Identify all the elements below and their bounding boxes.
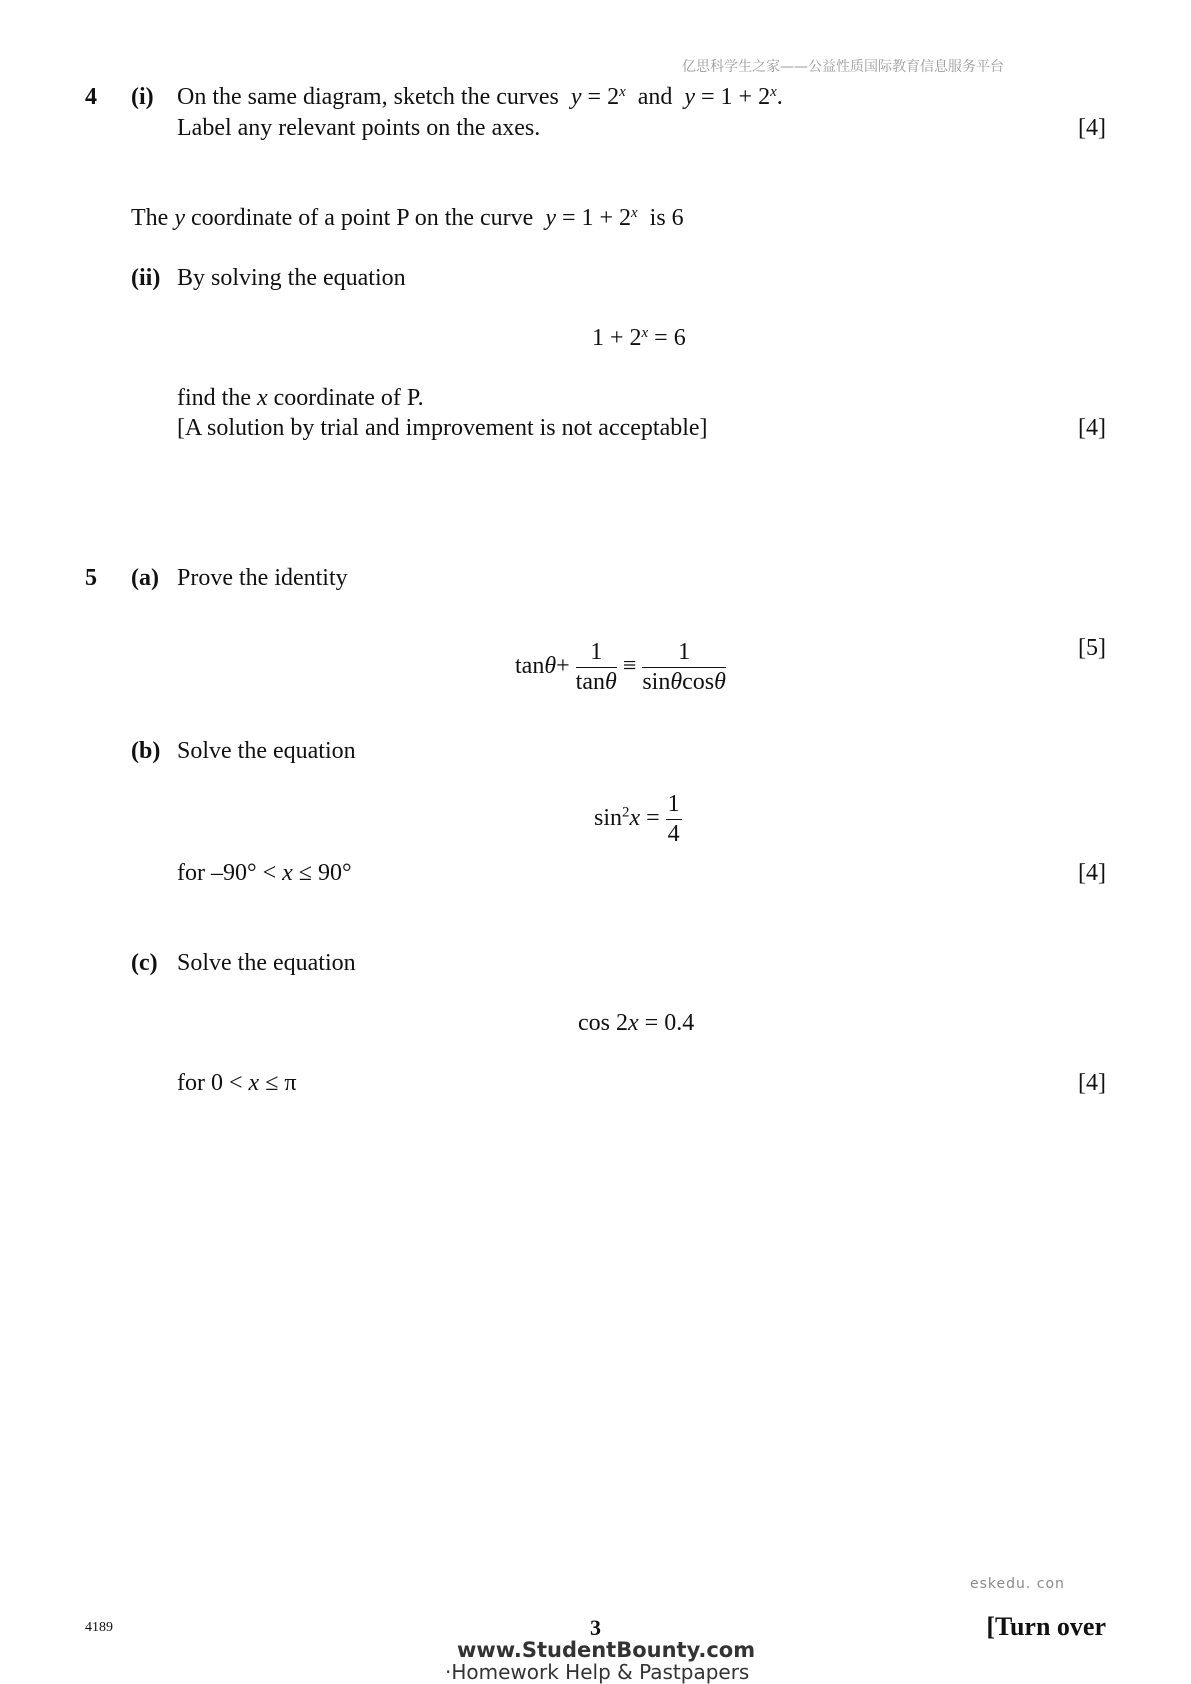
q5-part-c-marks: [4] bbox=[1078, 1070, 1106, 1096]
q4-intro-eq-rel: = 1 + 2 bbox=[555, 205, 632, 231]
identity-tan: tan bbox=[515, 652, 545, 679]
q5-c-range-var: x bbox=[248, 1070, 260, 1096]
q4-i-eq2-lhs: y bbox=[684, 84, 695, 110]
q4-i-eq2-end: . bbox=[776, 84, 783, 110]
q4-i-and: and bbox=[637, 84, 673, 110]
identity-frac1-den bbox=[576, 668, 617, 697]
q5-part-b-label: (b) bbox=[131, 738, 161, 764]
q5-c-range bbox=[177, 1070, 296, 1097]
identity-equiv: ≡ bbox=[622, 652, 637, 679]
q5-b-range-a: for –90° < bbox=[177, 860, 283, 886]
q5-b-square: 2 bbox=[622, 804, 630, 821]
q5-c-eq-a: cos 2 bbox=[578, 1010, 628, 1036]
q4-part-ii-text: By solving the equation bbox=[177, 265, 406, 291]
q4-part-ii-marks: [4] bbox=[1078, 415, 1106, 441]
q5-c-range-b: ≤ π bbox=[259, 1070, 297, 1096]
turn-over-label: [Turn over bbox=[986, 1612, 1106, 1641]
studentbounty-tagline: ·Homework Help & Pastpapers bbox=[445, 1660, 750, 1684]
q5-part-a-text: Prove the identity bbox=[177, 565, 348, 591]
identity-frac1-theta: θ bbox=[605, 668, 617, 695]
q5-c-equation bbox=[578, 1010, 694, 1037]
q5-part-a-marks: [5] bbox=[1078, 635, 1106, 661]
identity-frac2-theta-2: θ bbox=[714, 668, 726, 695]
q4-ii-find bbox=[177, 385, 424, 412]
identity-frac2-den bbox=[642, 668, 726, 697]
identity-frac1-num: 1 bbox=[576, 638, 617, 668]
identity-sin: sin bbox=[642, 668, 671, 695]
identity-frac2-theta-1: θ bbox=[670, 668, 683, 695]
q4-ii-equation bbox=[592, 325, 686, 352]
site-watermark-bottom: eskedu. con bbox=[970, 1576, 1065, 1592]
identity-theta: θ bbox=[544, 652, 557, 679]
identity-cos: cos bbox=[682, 668, 715, 695]
q4-ii-find-var: x bbox=[256, 385, 268, 411]
q4-ii-note: [A solution by trial and improvement is not acceptable] bbox=[177, 415, 708, 441]
q4-part-i-line1 bbox=[177, 84, 783, 111]
q4-i-eq1-lhs: y bbox=[570, 84, 582, 110]
q5-b-equals: = bbox=[640, 804, 666, 831]
q5-b-frac-num: 1 bbox=[666, 790, 682, 820]
q4-part-i-marks: [4] bbox=[1078, 115, 1106, 141]
q5-b-fraction bbox=[666, 790, 682, 849]
q4-part-ii-label: (ii) bbox=[131, 265, 161, 291]
question-5-number: 5 bbox=[85, 565, 97, 591]
q5-c-eq-var: x bbox=[628, 1010, 639, 1036]
q4-intro-eq-lhs: y bbox=[545, 205, 556, 231]
q4-intro-text-b: coordinate of a point P on the curve bbox=[190, 205, 534, 231]
identity-fraction-1 bbox=[576, 638, 617, 697]
q5-b-range-var: x bbox=[282, 860, 293, 886]
studentbounty-url: www.StudentBounty.com bbox=[457, 1638, 756, 1662]
q5-part-c-label: (c) bbox=[131, 950, 158, 976]
page-number: 3 bbox=[590, 1615, 601, 1640]
q4-part-i-label: (i) bbox=[131, 84, 154, 110]
q5-c-eq-b: = 0.4 bbox=[638, 1010, 695, 1036]
q5-part-b-marks: [4] bbox=[1078, 860, 1106, 886]
q5-b-range-b: ≤ 90° bbox=[292, 860, 352, 886]
q4-ii-eq-right: = 6 bbox=[648, 325, 686, 351]
q4-ii-find-a: find the bbox=[177, 385, 251, 411]
q5-b-frac-den: 4 bbox=[667, 820, 680, 847]
q4-part-i-line2: Label any relevant points on the axes. bbox=[177, 115, 541, 141]
q4-i-eq1-rel: = 2 bbox=[581, 84, 620, 110]
q4-ii-eq-left: 1 + 2 bbox=[592, 325, 642, 351]
q5-part-a-label: (a) bbox=[131, 565, 159, 591]
q5-b-var: x bbox=[629, 804, 641, 831]
q5-part-c-text: Solve the equation bbox=[177, 950, 356, 976]
identity-frac2-num: 1 bbox=[642, 638, 726, 668]
q5-part-b-text: Solve the equation bbox=[177, 738, 356, 764]
q4-i-eq2-rel: = 1 + 2 bbox=[695, 84, 771, 110]
question-4-number: 4 bbox=[85, 84, 97, 110]
q5-c-range-a: for 0 < bbox=[177, 1070, 249, 1096]
paper-code: 4189 bbox=[85, 1620, 113, 1635]
identity-fraction-2 bbox=[642, 638, 726, 697]
q5-b-range bbox=[177, 860, 352, 887]
q4-intro-text-c: is 6 bbox=[649, 205, 684, 231]
q4-intro-text-a: The bbox=[131, 205, 169, 231]
q4-ii-eq-exp: x bbox=[641, 324, 649, 341]
identity-plus: + bbox=[556, 652, 570, 679]
q4-intro bbox=[131, 205, 684, 232]
q5-b-sin: sin bbox=[594, 804, 623, 831]
q5-a-identity bbox=[515, 638, 726, 697]
q4-i-eq1-exp: x bbox=[619, 83, 626, 100]
q4-i-text: On the same diagram, sketch the curves bbox=[177, 84, 559, 110]
q4-intro-eq-exp: x bbox=[631, 204, 638, 221]
q5-b-equation bbox=[594, 790, 682, 849]
q4-intro-var: y bbox=[174, 205, 185, 231]
identity-frac1-tan: tan bbox=[575, 668, 605, 695]
q4-ii-find-b: coordinate of P. bbox=[273, 385, 424, 411]
header-watermark: 亿思科学生之家——公益性质国际教育信息服务平台 bbox=[682, 59, 1004, 75]
q4-i-eq2-exp: x bbox=[770, 83, 777, 100]
